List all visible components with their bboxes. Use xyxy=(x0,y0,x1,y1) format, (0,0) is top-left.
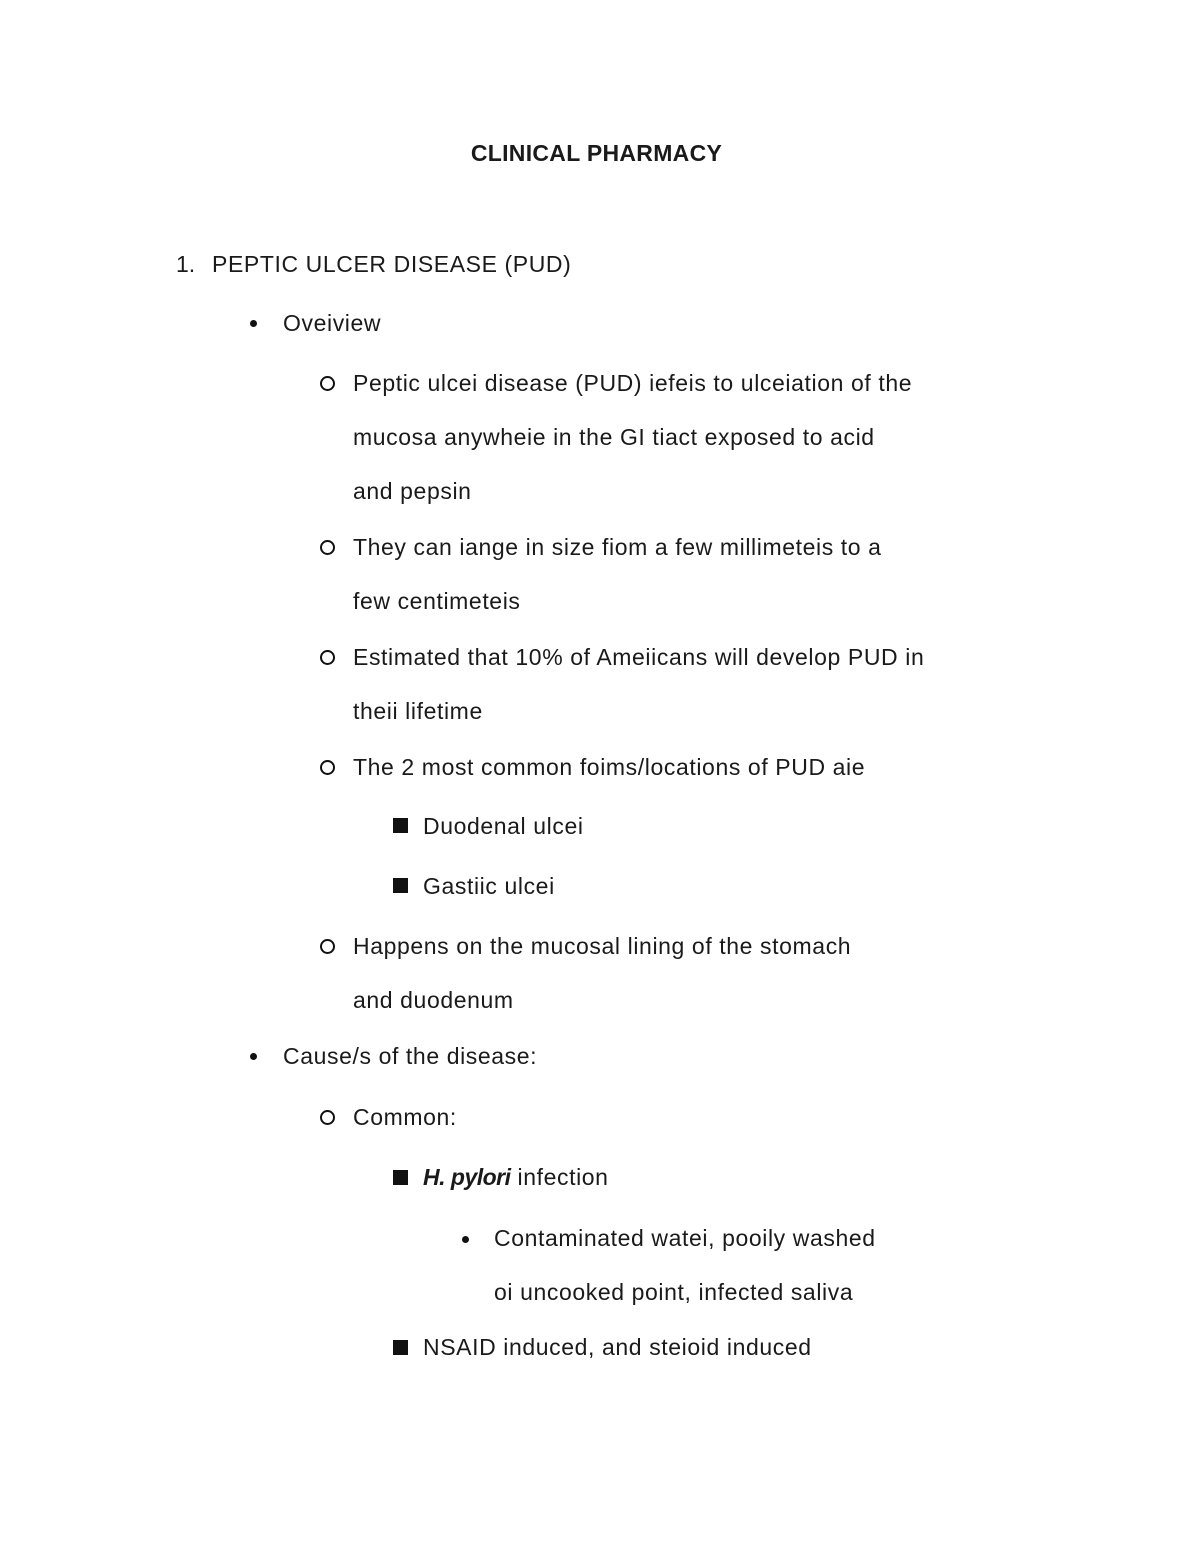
section-number: 1. xyxy=(176,251,196,277)
bullet-circle-icon xyxy=(320,939,335,954)
nsaid-line: NSAID induced, and steioid induced xyxy=(423,1334,812,1360)
bullet-square-icon xyxy=(393,818,408,833)
hpylori-detail-line-1: Contaminated watei, pooily washed xyxy=(494,1225,876,1251)
overview-item-3-line-2: theii lifetime xyxy=(353,698,483,724)
bullet-circle-icon xyxy=(320,376,335,391)
form-gastric: Gastiic ulcei xyxy=(423,873,555,899)
hpylori-rest: infection xyxy=(510,1164,609,1190)
bullet-circle-icon xyxy=(320,540,335,555)
hpylori-name: H. pylori xyxy=(423,1164,511,1190)
bullet-circle-icon xyxy=(320,760,335,775)
overview-item-4: The 2 most common foims/locations of PUD aie xyxy=(353,754,866,780)
overview-item-1-line-3: and pepsin xyxy=(353,478,472,504)
bullet-square-icon xyxy=(393,1340,408,1355)
bullet-square-icon xyxy=(393,878,408,893)
bullet-circle-icon xyxy=(320,650,335,665)
overview-item-2-line-1: They can iange in size fiom a few millimeteis to a xyxy=(353,534,882,560)
bullet-dot-icon xyxy=(462,1236,469,1243)
form-duodenal: Duodenal ulcei xyxy=(423,813,584,839)
section-heading: PEPTIC ULCER DISEASE (PUD) xyxy=(212,251,572,277)
hpylori-detail-line-2: oi uncooked point, infected saliva xyxy=(494,1279,854,1305)
bullet-circle-icon xyxy=(320,1110,335,1125)
bullet-square-icon xyxy=(393,1170,408,1185)
overview-item-5-line-1: Happens on the mucosal lining of the stomach xyxy=(353,933,852,959)
page-title: CLINICAL PHARMACY xyxy=(470,140,723,166)
causes-label: Cause/s of the disease: xyxy=(283,1043,538,1069)
overview-item-5-line-2: and duodenum xyxy=(353,987,514,1013)
causes-common-label: Common: xyxy=(353,1104,457,1130)
overview-item-1-line-2: mucosa anywheie in the GI tiact exposed to acid xyxy=(353,424,875,450)
overview-item-1-line-1: Peptic ulcei disease (PUD) iefeis to ulceiation of the xyxy=(353,370,913,396)
bullet-dot-icon xyxy=(250,1053,257,1060)
overview-label: Oveiview xyxy=(283,310,382,336)
overview-item-3-line-1: Estimated that 10% of Ameiicans will develop PUD in xyxy=(353,644,925,670)
bullet-dot-icon xyxy=(250,320,257,327)
hpylori-line xyxy=(423,1163,609,1191)
overview-item-2-line-2: few centimeteis xyxy=(353,588,521,614)
